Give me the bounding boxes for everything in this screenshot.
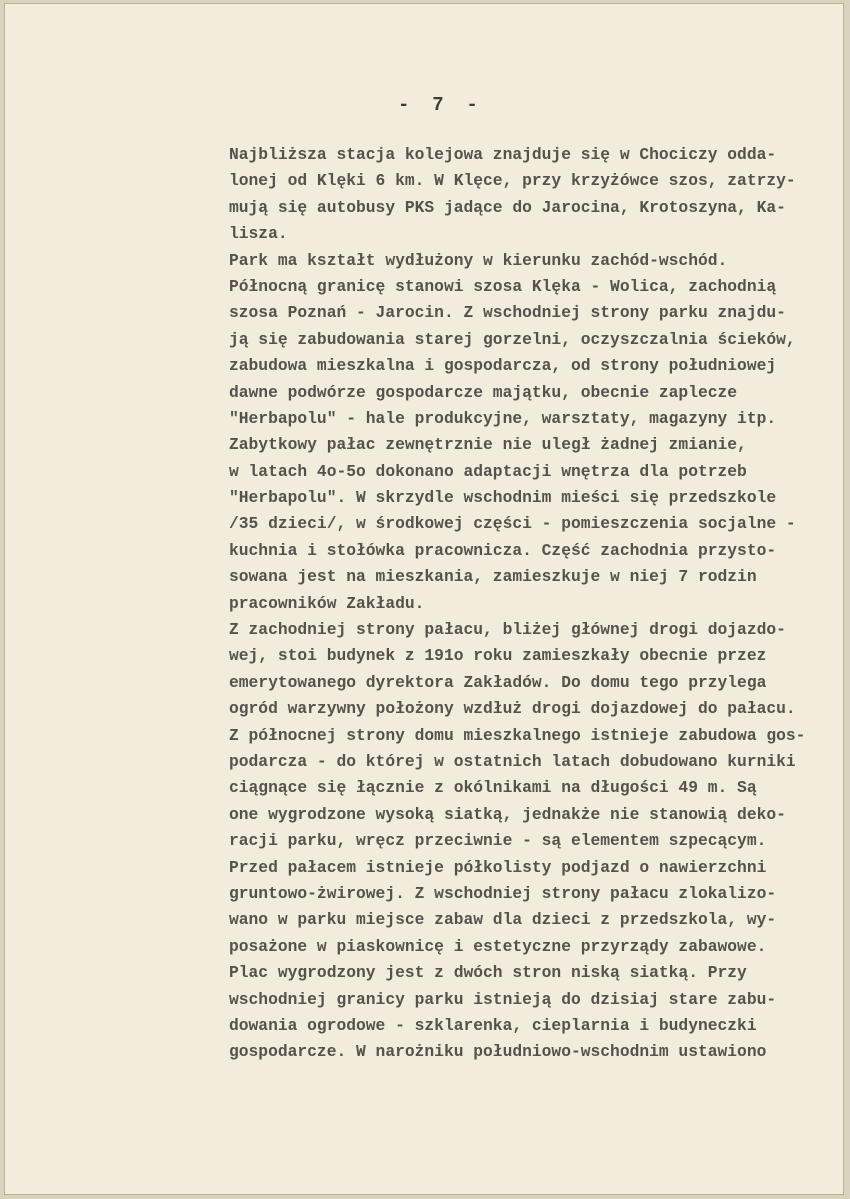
text-line: emerytowanego dyrektora Zakładów. Do domu tego przylega — [229, 672, 767, 692]
text-line: lisza. — [229, 224, 288, 244]
text-line: Północną granicę stanowi szosa Klęka - Wolica, zachodnią — [229, 276, 777, 296]
text-line: mują się autobusy PKS jadące do Jarocina, Krotoszyna, Ka- — [229, 197, 786, 217]
text-line: Przed pałacem istnieje półkolisty podjazd o nawierzchni — [229, 857, 767, 877]
text-line: "Herbapolu" - hale produkcyjne, warsztaty, magazyny itp. — [229, 408, 777, 428]
text-line: one wygrodzone wysoką siatką, jednakże nie stanowią deko- — [229, 804, 786, 824]
text-line: dawne podwórze gospodarcze majątku, obecnie zaplecze — [229, 382, 738, 402]
text-line: Najbliższa stacja kolejowa znajduje się w Chociczy odda- — [229, 145, 777, 164]
text-line: /35 dzieci/, w środkowej części - pomieszczenia socjalne - — [229, 514, 796, 534]
text-line: Z zachodniej strony pałacu, bliżej głównej drogi dojazdo- — [229, 620, 786, 640]
text-line: kuchnia i stołówka pracownicza. Część zachodnia przysto- — [229, 540, 777, 560]
text-line: posażone w piaskownicę i estetyczne przyrządy zabawowe. — [229, 936, 767, 956]
text-line: lonej od Klęki 6 km. W Klęce, przy krzyżówce szos, zatrzy- — [229, 171, 796, 191]
text-line: "Herbapolu". W skrzydle wschodnim mieści się przedszkole — [229, 488, 777, 508]
text-line: ją się zabudowania starej gorzelni, oczyszczalnia ścieków, — [229, 329, 796, 349]
text-line: Plac wygrodzony jest z dwóch stron niską siatką. Przy — [229, 963, 747, 983]
text-line: racji parku, wręcz przeciwnie - są elementem szpecącym. — [229, 831, 767, 851]
text-line: Park ma kształt wydłużony w kierunku zachód-wschód. — [229, 250, 728, 270]
document-page — [4, 3, 844, 1195]
text-line: Z północnej strony domu mieszkalnego istnieje zabudowa gos- — [229, 725, 806, 745]
text-line: gospodarcze. W narożniku południowo-wschodnim ustawiono — [229, 1042, 767, 1062]
text-line: w latach 4o-5o dokonano adaptacji wnętrza dla potrzeb — [229, 461, 747, 481]
text-line: podarcza - do której w ostatnich latach dobudowano kurniki — [229, 751, 796, 771]
page-number: - 7 - — [398, 94, 478, 116]
text-line: wano w parku miejsce zabaw dla dzieci z przedszkola, wy- — [229, 910, 777, 930]
text-line: dowania ogrodowe - szklarenka, cieplarnia i budyneczki — [229, 1015, 757, 1035]
text-line: wschodniej granicy parku istnieją do dzisiaj stare zabu- — [229, 989, 777, 1009]
document-body — [229, 142, 805, 1066]
text-line: ogród warzywny położony wzdłuż drogi dojazdowej do pałacu. — [229, 699, 796, 719]
text-line: pracowników Zakładu. — [229, 593, 425, 613]
text-line: szosa Poznań - Jarocin. Z wschodniej strony parku znajdu- — [229, 303, 786, 323]
text-line: ciągnące się łącznie z okólnikami na długości 49 m. Są — [229, 778, 757, 798]
text-line: sowana jest na mieszkania, zamieszkuje w niej 7 rodzin — [229, 567, 757, 587]
text-line: zabudowa mieszkalna i gospodarcza, od strony południowej — [229, 356, 777, 376]
text-line: wej, stoi budynek z 191o roku zamieszkały obecnie przez — [229, 646, 767, 666]
text-line: Zabytkowy pałac zewnętrznie nie uległ żadnej zmianie, — [229, 435, 747, 455]
text-line: gruntowo-żwirowej. Z wschodniej strony pałacu zlokalizo- — [229, 883, 777, 903]
